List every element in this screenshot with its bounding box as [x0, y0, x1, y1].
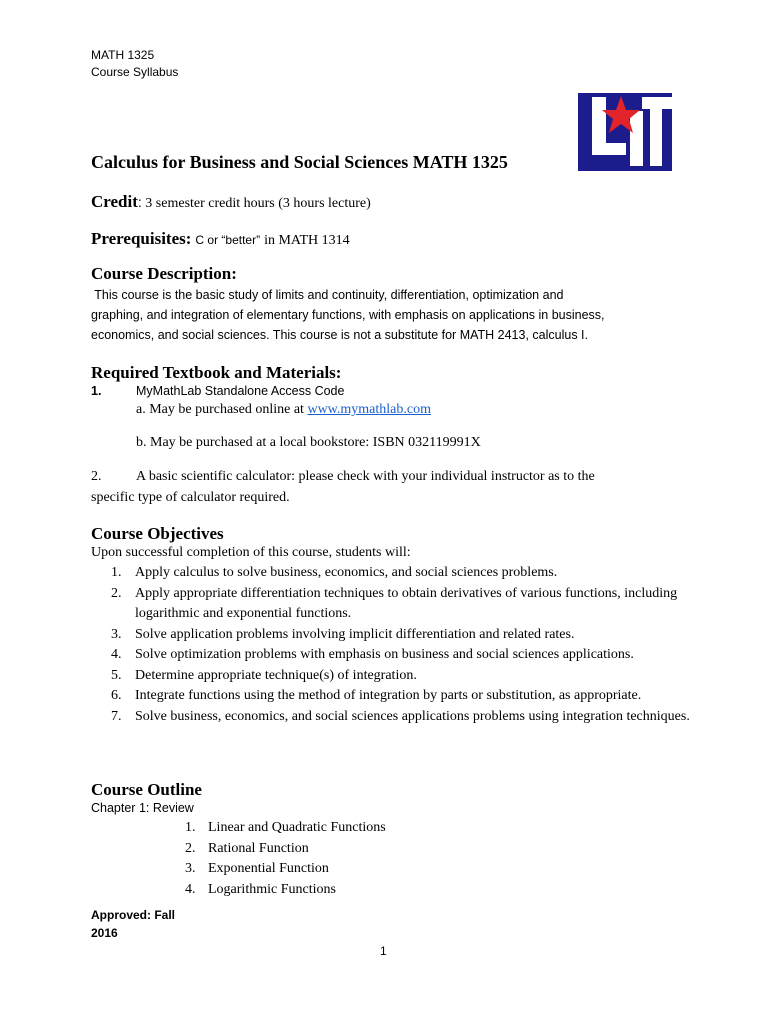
chapter-title: Chapter 1: Review — [91, 801, 194, 815]
course-description-body — [91, 285, 731, 345]
textbook-heading: Required Textbook and Materials: — [91, 363, 342, 382]
chapter-topic: 1. Linear and Quadratic Functions — [185, 820, 386, 835]
textbook-item1-number: 1. — [91, 384, 102, 398]
textbook-item1-title: MyMathLab Standalone Access Code — [136, 384, 345, 398]
course-description-heading: Course Description: — [91, 264, 237, 283]
objective-item: 7. Solve business, economics, and social sciences applications problems using integration techniques. — [111, 708, 690, 724]
credit-value: 3 semester credit hours (3 hours lecture) — [145, 196, 371, 211]
textbook-item2-line1: A basic scientific calculator: please check with your individual instructor as to the — [136, 469, 595, 484]
chapter-topic: 4. Logarithmic Functions — [185, 881, 336, 897]
lit-logo — [578, 93, 672, 171]
textbook-item1-a — [136, 400, 431, 420]
chapter-topic: 2. Rational Function — [185, 840, 309, 856]
page-title: Calculus for Business and Social Sciences MATH 1325 — [91, 152, 508, 172]
textbook-item2-number: 2. — [91, 469, 102, 484]
textbook-item1-a-text: a. May be purchased online at — [136, 402, 308, 417]
page-number: 1 — [380, 944, 387, 958]
objective-item: 2. Apply appropriate differentiation techniques to obtain derivatives of various functions, including logarithmic and exponential functions. — [111, 585, 678, 621]
course-description-line: graphing, and integration of elementary functions, with emphasis on applications in business, — [91, 308, 605, 322]
objectives-intro: Upon successful completion of this course, students will: — [91, 545, 411, 560]
course-description-line: economics, and social sciences. This course is not a substitute for MATH 2413, calculus I. — [91, 328, 588, 342]
chapter-topic-list — [0, 818, 700, 900]
course-description-line: This course is the basic study of limits and continuity, differentiation, optimization and — [91, 288, 564, 302]
credit-label: Credit — [91, 192, 138, 211]
mymathlab-link[interactable]: www.mymathlab.com — [307, 402, 431, 417]
credit-colon: : — [137, 194, 142, 210]
objective-item: 5. Determine appropriate technique(s) of integration. — [111, 667, 417, 683]
prerequisites-label: Prerequisites: — [91, 229, 192, 248]
approved-note — [91, 906, 175, 942]
outline-heading: Course Outline — [91, 780, 202, 799]
header-doc-type: Course Syllabus — [91, 65, 179, 79]
prerequisites-grade: C or “better” — [195, 233, 261, 247]
prerequisites-line — [91, 229, 350, 249]
approved-line: Approved: Fall — [91, 908, 176, 922]
approved-year: 2016 — [91, 926, 118, 940]
objective-item: 3. Solve application problems involving implicit differentiation and related rates. — [111, 626, 575, 642]
chapter-topic: 3. Exponential Function — [185, 861, 329, 876]
objective-item: 1. Apply calculus to solve business, economics, and social sciences problems. — [111, 565, 558, 580]
objectives-list — [91, 563, 691, 727]
objective-item: 6. Integrate functions using the method of integration by parts or substitution, as appropriate. — [111, 688, 642, 703]
credit-line — [91, 192, 371, 212]
prerequisites-course: in MATH 1314 — [264, 233, 350, 248]
objectives-heading: Course Objectives — [91, 524, 224, 543]
textbook-item1-b: b. May be purchased at a local bookstore: ISBN 032119991X — [136, 435, 481, 450]
objective-item: 4. Solve optimization problems with emphasis on business and social sciences applications. — [111, 647, 634, 662]
textbook-item2-line2: specific type of calculator required. — [91, 490, 290, 505]
header-course-code: MATH 1325 — [91, 48, 155, 62]
